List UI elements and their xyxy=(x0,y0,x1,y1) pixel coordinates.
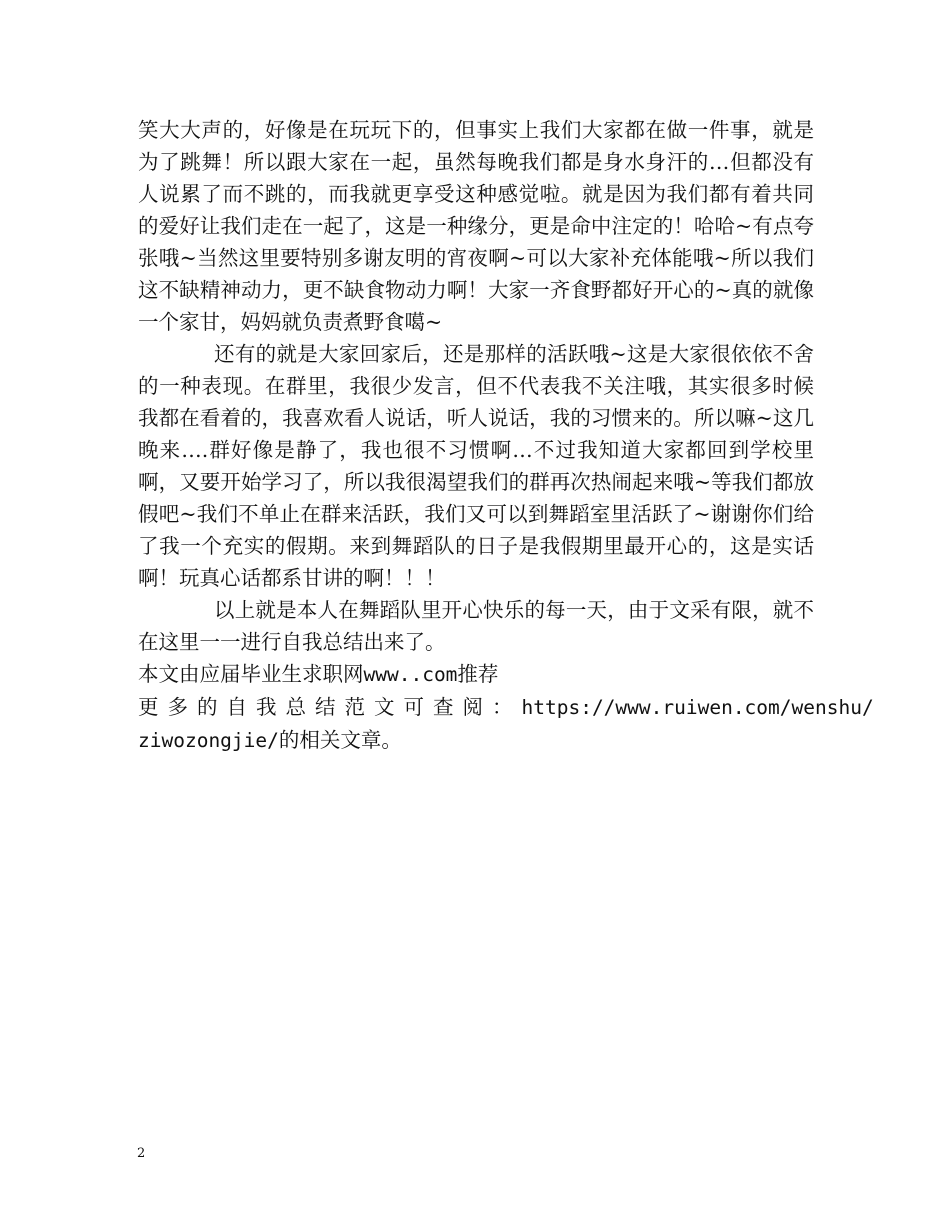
page-number: 2 xyxy=(137,1146,146,1161)
paragraph-dance-fun: 笑大大声的，好像是在玩玩下的，但事实上我们大家都在做一件事，就是为了跳舞！所以跟大家在一起，虽然每晚我们都是身水身汗的…但都没有人说累了而不跳的，而我就更享受这种感觉啦。就是因为我们都有着共同的爱好让我们走在一起了，这是一种缘分，更是命中注定的！哈哈~有点夸张哦~当然这里要特别多谢友明的宵夜啊~可以大家补充体能哦~所以我们这不缺精神动力，更不缺食物动力啊！大家一齐食野都好开心的~真的就像一个家甘，妈妈就负责煮野食噶~ xyxy=(138,118,814,334)
recommend-line xyxy=(138,658,814,691)
more-articles-line-2 xyxy=(138,724,814,757)
recommend-site-link[interactable]: www..com xyxy=(363,663,458,686)
more-articles-suffix: 的相关文章。 xyxy=(278,728,402,752)
more-articles-line xyxy=(138,691,874,724)
document-body xyxy=(138,114,874,757)
more-articles-url-part2[interactable]: ziwozongjie/ xyxy=(138,729,279,752)
paragraph-conclusion: 以上就是本人在舞蹈队里开心快乐的每一天，由于文采有限，就不在这里一一进行自我总结出来了。 xyxy=(138,598,814,654)
recommend-prefix: 本文由应届毕业生求职网 xyxy=(138,662,364,686)
recommend-suffix: 推荐 xyxy=(457,662,499,686)
more-articles-url-part1[interactable]: https://www.ruiwen.com/wenshu/ xyxy=(521,696,874,719)
paragraph-group-chat: 还有的就是大家回家后，还是那样的活跃哦~这是大家很依依不舍的一种表现。在群里，我很少发言，但不代表我不关注哦，其实很多时候我都在看着的，我喜欢看人说话，听人说话，我的习惯来的。所以嘛~这几晚来….群好像是静了，我也很不习惯啊…不过我知道大家都回到学校里啊，又要开始学习了，所以我很渴望我们的群再次热闹起来哦~等我们都放假吧~我们不单止在群来活跃，我们又可以到舞蹈室里活跃了~谢谢你们给了我一个充实的假期。来到舞蹈队的日子是我假期里最开心的，这是实话啊！玩真心话都系甘讲的啊！！！ xyxy=(138,342,814,590)
more-articles-prefix: 更多的自我总结范文可查阅： xyxy=(138,695,522,719)
